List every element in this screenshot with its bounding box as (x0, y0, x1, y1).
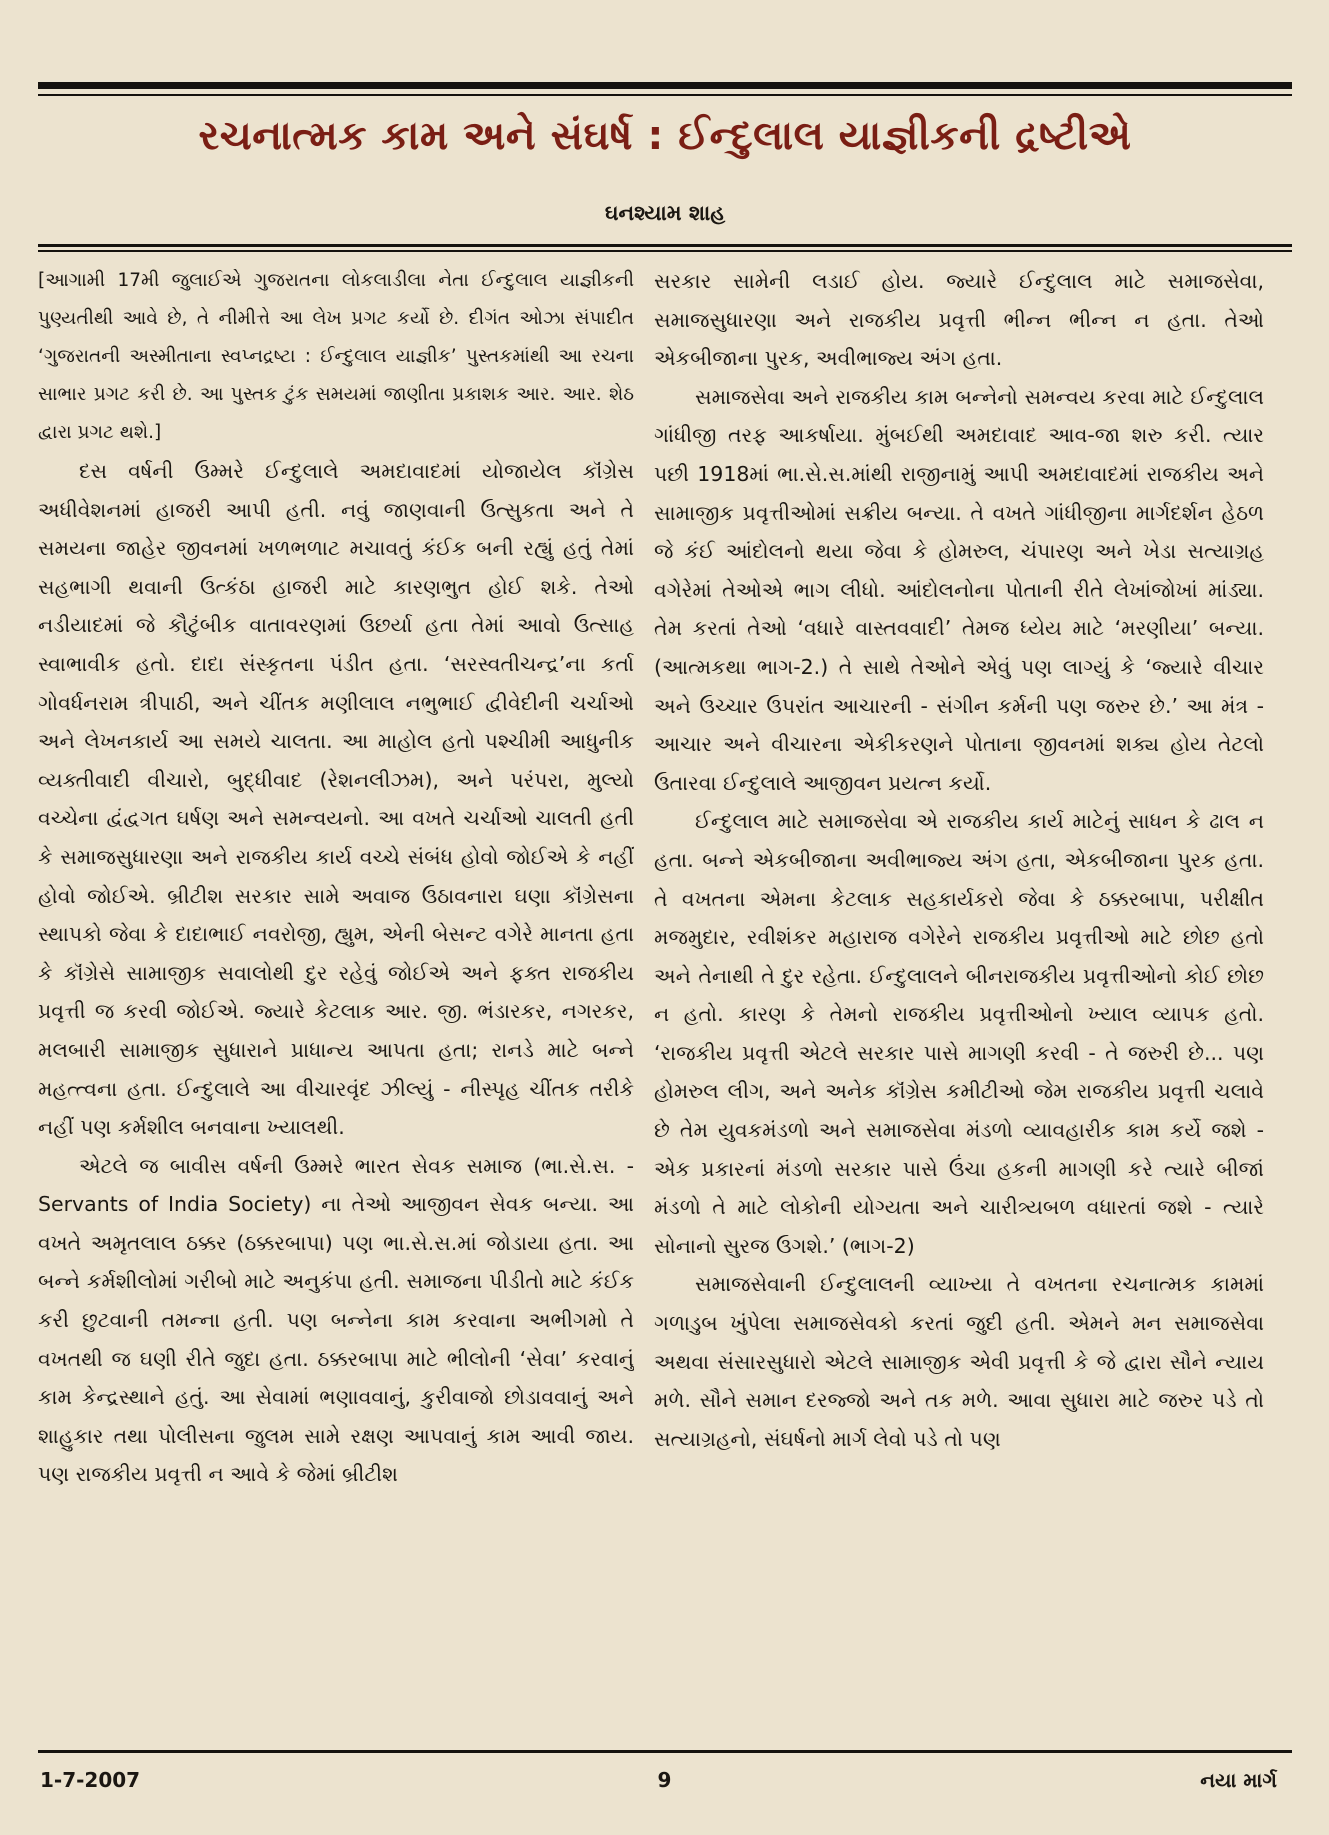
publication-name: નયા માર્ગ (1200, 1768, 1277, 1792)
title-rule-bottom (38, 250, 1292, 252)
footer-rule (38, 1750, 1292, 1753)
paragraph: એટલે જ બાવીસ વર્ષની ઉમ્મરે ભારત સેવક સમાજ (ભા.સે.સ. - Servants of India Society) ના તેઓ આજીવન સેવક બન્યા. આ વખતે અમૃતલાલ ઠક્કર (ઠક્કરબાપા) પણ ભા.સે.સ.માં જોડાયા હતા. આ બન્ને કર્મશીલોમાં ગરીબો માટે અનુકંપા હતી. સમાજના પીડીતો માટે કંઈક કરી છુટવાની તમન્ના હતી. પણ બન્નેના કામ કરવાના અભીગમો તે વખતથી જ ઘણી રીતે જુદા હતા. ઠક્કરબાપા માટે ભીલોની ‘સેવા’ કરવાનું કામ કેન્દ્રસ્થાને હતું. આ સેવામાં ભણાવવાનું, કુરીવાજો છોડાવવાનું અને શાહુકાર તથા પોલીસના જુલમ સામે રક્ષણ આપવાનું કામ આવી જાય. પણ રાજકીય પ્રવૃત્તી ન આવે કે જેમાં બ્રીટીશ (38, 1153, 634, 1487)
page-number: 9 (657, 1768, 672, 1792)
article-title: રચનાત્મક કામ અને સંઘર્ષ : ઈન્દુલાલ યાજ્ઞીકની દ્રષ્ટીએ (198, 113, 1132, 159)
issue-date: 1-7-2007 (40, 1768, 141, 1792)
title-rule-top (38, 244, 1292, 247)
article-author: ઘનશ્યામ શાહ (604, 201, 726, 225)
paragraph: સમાજસેવાની ઈન્દુલાલની વ્યાખ્યા તે વખતના રચનાત્મક કામમાં ગળાડુબ ખુંપેલા સમાજસેવકો કરતાં જુદી હતી. એમને મન સમાજસેવા અથવા સંસારસુધારો એટલે સામાજીક એવી પ્રવૃત્તી કે જે દ્વારા સૌને ન્યાય મળે. સૌને સમાન દરજ્જો અને તક મળે. આવા સુધારા માટે જરુર પડે તો સત્યાગ્રહનો, સંઘર્ષનો માર્ગ લેવો પડે તો પણ (654, 1272, 1264, 1451)
editor-note: [આગામી 17મી જુલાઈએ ગુજરાતના લોકલાડીલા નેતા ઈન્દુલાલ યાજ્ઞીકની પુણ્યતીથી આવે છે, તે નીમીત્તે આ લેખ પ્રગટ કર્યો છે. દીગંત ઓઝા સંપાદીત ‘ગુજરાતની અસ્મીતાના સ્વપ્નદ્રષ્ટા : ઈન્દુલાલ યાજ્ઞીક’ પુસ્તકમાંથી આ રચના સાભાર પ્રગટ કરી છે. આ પુસ્તક ટુંક સમયમાં જાણીતા પ્રકાશક આર. આર. શેઠ દ્વારા પ્રગટ થશે.] (38, 270, 634, 443)
paragraph: સમાજસેવા અને રાજકીય કામ બન્નેનો સમન્વય કરવા માટે ઈન્દુલાલ ગાંધીજી તરફ આકર્ષાયા. મુંબઈથી અમદાવાદ આવ-જા શરુ કરી. ત્યાર પછી 1918માં ભા.સે.સ.માંથી રાજીનામું આપી અમદાવાદમાં રાજકીય અને સામાજીક પ્રવૃત્તીઓમાં સક્રીય બન્યા. તે વખતે ગાંધીજીના માર્ગદર્શન હેઠળ જે કંઈ આંદોલનો થયા જેવા કે હોમરુલ, ચંપારણ અને ખેડા સત્યાગ્રહ વગેરેમાં તેઓએ ભાગ લીધો. આંદોલનોના પોતાની રીતે લેખાંજોખાં માંડ્યા. તેમ કરતાં તેઓ ‘વધારે વાસ્તવવાદી’ તેમજ ધ્યેય માટે ‘મરણીયા’ બન્યા. (આત્મકથા ભાગ-2.) તે સાથે તેઓને એવું પણ લાગ્યું કે ‘જ્યારે વીચાર અને ઉચ્ચાર ઉપરાંત આચારની - સંગીન કર્મની પણ જરુર છે.’ આ મંત્ર - આચાર અને વીચારના એકીકરણને પોતાના જીવનમાં શક્ય હોય તેટલો ઉતારવા ઈન્દુલાલે આજીવન પ્રયત્ન કર્યો. (654, 384, 1264, 795)
paragraph: દસ વર્ષની ઉમ્મરે ઈન્દુલાલે અમદાવાદમાં યોજાયેલ કૉંગ્રેસ અધીવેશનમાં હાજરી આપી હતી. નવું જાણવાની ઉત્સુકતા અને તે સમયના જાહેર જીવનમાં ખળભળાટ મચાવતું કંઈક બની રહ્યું હતું તેમાં સહભાગી થવાની ઉત્કંઠા હાજરી માટે કારણભુત હોઈ શકે. તેઓ નડીયાદમાં જે કૌટુંબીક વાતાવરણમાં ઉછર્યા હતા તેમાં આવો ઉત્સાહ સ્વાભાવીક હતો. દાદા સંસ્કૃતના પંડીત હતા. ‘સરસ્વતીચન્દ્ર’ના કર્તા ગોવર્ધનરામ ત્રીપાઠી, અને ચીંતક મણીલાલ નભુભાઈ દ્વીવેદીની ચર્ચાઓ અને લેખનકાર્ય આ સમયે ચાલતા. આ માહોલ હતો પશ્ચીમી આધુનીક વ્યક્તીવાદી વીચારો, બુદ્ધીવાદ (રેશનલીઝમ), અને પરંપરા, મુલ્યો વચ્ચેના દ્વંદ્વગત ઘર્ષણ અને સમન્વયનો. આ વખતે ચર્ચાઓ ચાલતી હતી કે સમાજસુધારણા અને રાજકીય કાર્ય વચ્ચે સંબંધ હોવો જોઈએ કે નહીં હોવો જોઈએ. બ્રીટીશ સરકાર સામે અવાજ ઉઠાવનારા ઘણા કૉંગ્રેસના સ્થાપકો જેવા કે દાદાભાઈ નવરોજી, હ્યુમ, એની બેસન્ટ વગેરે માનતા હતા કે કૉંગ્રેસે સામાજીક સવાલોથી દુર રહેવું જોઈએ અને ફક્ત રાજકીય પ્રવૃત્તી જ કરવી જોઈએ. જ્યારે કેટલાક આર. જી. ભંડારકર, નગરકર, મલબારી સામાજીક સુધારાને પ્રાધાન્ય આપતા હતા; રાનડે માટે બન્ને મહત્ત્વના હતા. ઈન્દુલાલે આ વીચારવૃંદ ઝીલ્યું - નીસ્પૃહ ચીંતક તરીકે નહીં પણ કર્મશીલ બનવાના ખ્યાલથી. (38, 459, 634, 1140)
paragraph: ઈન્દુલાલ માટે સમાજસેવા એ રાજકીય કાર્ય માટેનું સાધન કે ઢાલ ન હતા. બન્ને એકબીજાના અવીભાજ્ય અંગ હતા, એકબીજાના પુરક હતા. તે વખતના એમના કેટલાક સહકાર્યકરો જેવા કે ઠક્કરબાપા, પરીક્ષીત મજમુદાર, રવીશંકર મહારાજ વગેરેને રાજકીય પ્રવૃત્તીઓ માટે છોછ હતો અને તેનાથી તે દુર રહેતા. ઈન્દુલાલને બીનરાજકીય પ્રવૃત્તીઓનો કોઈ છોછ ન હતો. કારણ કે તેમનો રાજકીય પ્રવૃત્તીઓનો ખ્યાલ વ્યાપક હતો. ‘રાજકીય પ્રવૃત્તી એટલે સરકાર પાસે માગણી કરવી - તે જરુરી છે... પણ હોમરુલ લીગ, અને અનેક કૉંગ્રેસ કમીટીઓ જેમ રાજકીય પ્રવૃત્તી ચલાવે છે તેમ યુવકમંડળો અને સમાજસેવા મંડળો વ્યાવહારીક કામ કર્યે જશે - એક પ્રકારનાં મંડળો સરકાર પાસે ઉંચા હકની માગણી કરે ત્યારે બીજાં મંડળો તે માટે લોકોની યોગ્યતા અને ચારીત્ર્યબળ વધારતાં જશે - ત્યારે સોનાનો સુરજ ઉગશે.’ (ભાગ-2) (654, 809, 1264, 1258)
right-column (654, 262, 1264, 1732)
header-rule-thin (38, 94, 1292, 96)
paragraph: સરકાર સામેની લડાઈ હોય. જ્યારે ઈન્દુલાલ માટે સમાજસેવા, સમાજસુધારણા અને રાજકીય પ્રવૃત્તી ભીન્ન ભીન્ન ન હતા. તેઓ એકબીજાના પુરક, અવીભાજ્ય અંગ હતા. (654, 269, 1264, 371)
header-rule-thick (38, 82, 1292, 89)
left-column (38, 262, 634, 1732)
